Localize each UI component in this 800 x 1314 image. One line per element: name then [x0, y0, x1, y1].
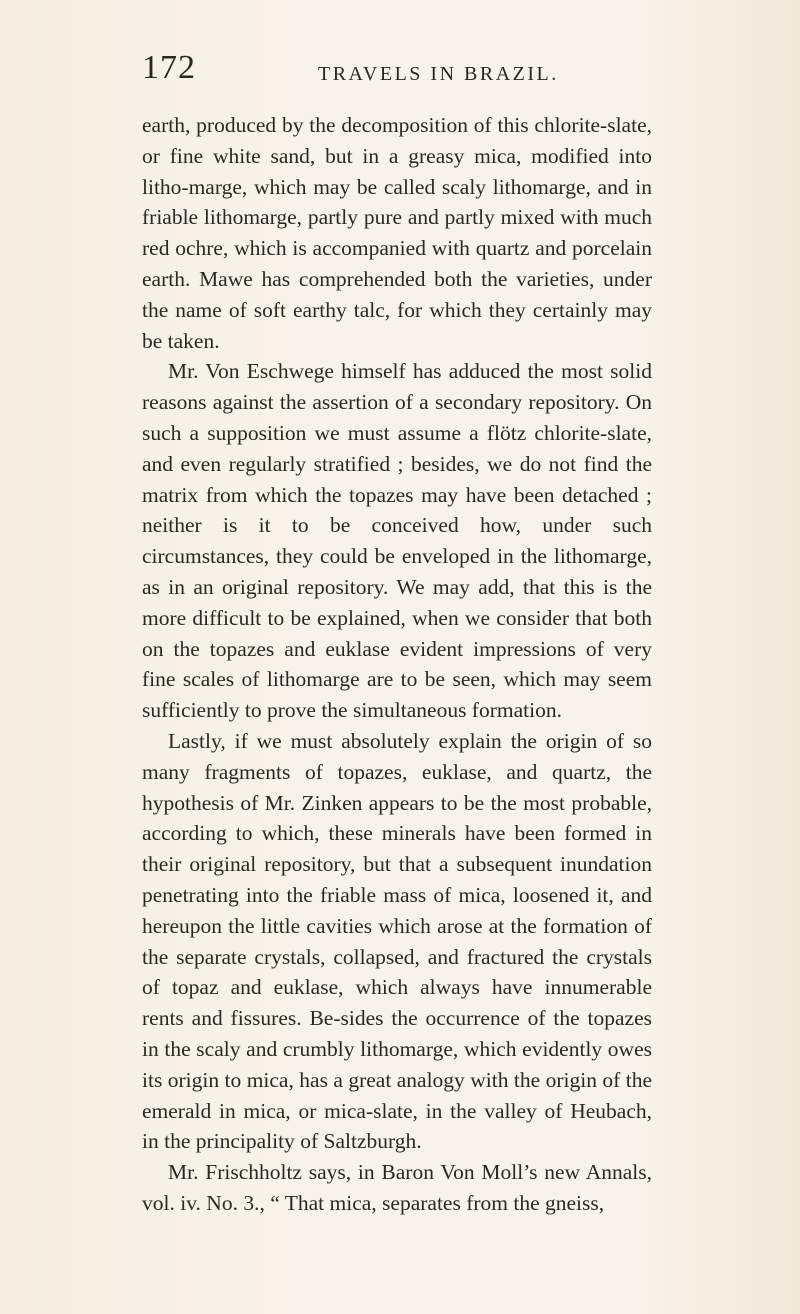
paragraph-zinken: Lastly, if we must absolutely explain the origin of so many fragments of topazes, euklase, and quartz, the hypothesis of Mr. Zinken appears to be the most probable, according to which, these minerals have been formed in their original repository, but that a subsequent inundation penetrating into the friable mass of mica, loosened it, and hereupon the little cavities which arose at the formation of the separate crystals, collapsed, and fractured the crystals of topaz and euklase, which always have innumerable rents and fissures. Be-sides the occurrence of the topazes in the scaly and crumbly lithomarge, which evidently owes its origin to mica, has a great analogy with the origin of the emerald in mica, or mica-slate, in the valley of Heubach, in the principality of Saltzburgh. — [142, 728, 652, 1154]
paragraph-continued: earth, produced by the decomposition of this chlorite-slate, or fine white sand, but in a greasy mica, modified into litho-marge, which may be called scaly lithomarge, and in friable lithomarge, partly pure and partly mixed with much red ochre, which is accompanied with quartz and porcelain earth. Mawe has comprehended both the varieties, under the name of soft earthy talc, for which they certainly may be taken. — [142, 113, 652, 353]
running-head: TRAVELS IN BRAZIL. — [318, 63, 559, 85]
paragraph-frischholtz: Mr. Frischholtz says, in Baron Von Moll’s new Annals, vol. iv. No. 3., “ That mica, separates from the gneiss, — [142, 1160, 652, 1215]
page-number: 172 — [142, 49, 196, 86]
paragraph-eschwege: Mr. Von Eschwege himself has adduced the most solid reasons against the assertion of a secondary repository. On such a supposition we must assume a flötz chlorite-slate, and even regularly stratified ; besides, we do not find the matrix from which the topazes may have been detached ; neither is it to be conceived how, under such circumstances, they could be enveloped in the lithomarge, as in an original repository. We may add, that this is the more difficult to be explained, when we consider that both on the topazes and euklase evident impressions of very fine scales of lithomarge are to be seen, which may seem sufficiently to prove the simultaneous formation. — [142, 359, 652, 723]
page-header — [142, 48, 652, 108]
body-text — [142, 110, 652, 1219]
